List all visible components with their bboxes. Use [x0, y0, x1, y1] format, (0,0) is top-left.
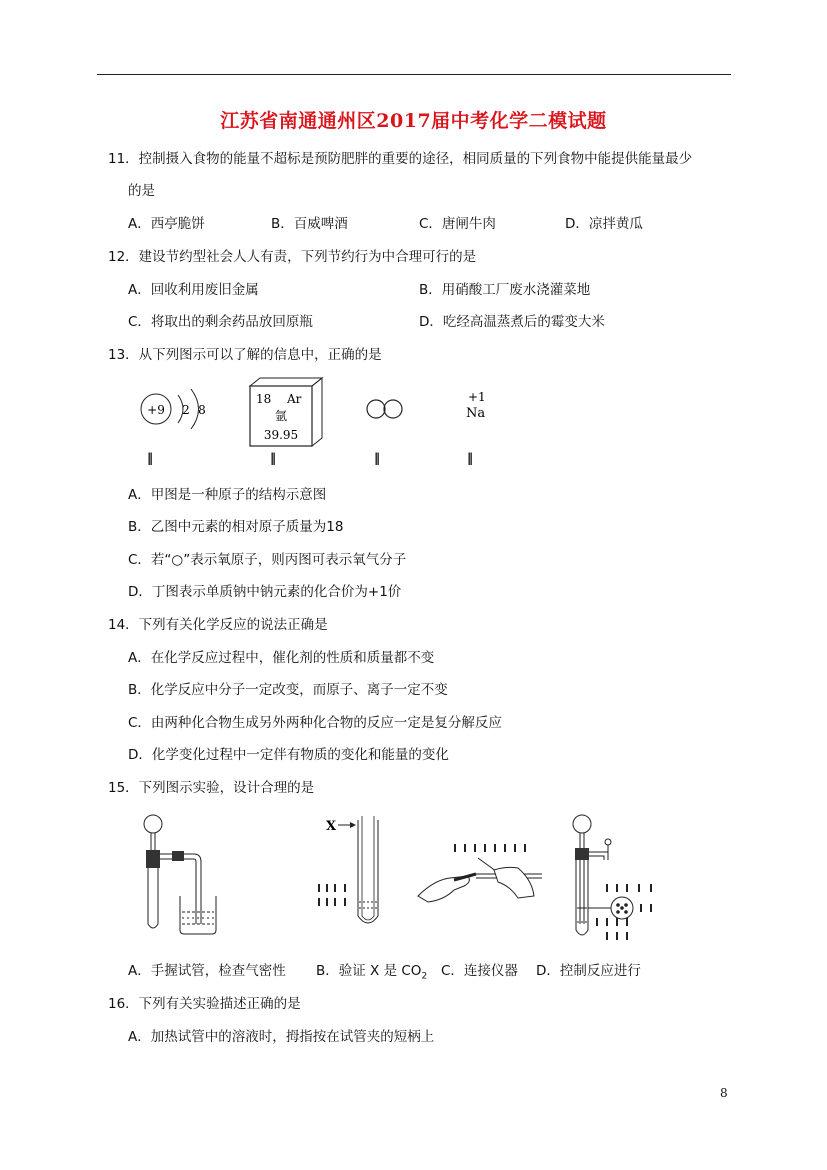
q14-option-c: C．由两种化合物生成另外两种化合物的反应一定是复分解反应: [128, 715, 502, 731]
q11-option-c: C．唐闸牛肉: [419, 216, 496, 232]
q15-option-d: D．控制反应进行: [536, 963, 641, 979]
fig-label-ding: ‖: [467, 451, 473, 465]
q16-option-a: A．加热试管中的溶液时，拇指按在试管夹的短柄上: [128, 1029, 435, 1045]
q13-valence-figure: [460, 384, 500, 424]
q13-periodic-cell-figure: [244, 376, 328, 448]
shell2-electrons: 8: [198, 403, 206, 417]
fig-label-bing: ‖: [374, 451, 380, 465]
q13-option-d: D．丁图表示单质钠中钠元素的化合价为+1价: [128, 584, 402, 600]
q15-stem: 15．下列图示实验，设计合理的是: [108, 780, 315, 796]
q15-figure-c-connect-apparatus: [414, 836, 544, 916]
fig-label-jia: ‖: [147, 451, 153, 465]
q15-option-b-text: B．验证 X 是 CO: [316, 963, 422, 979]
q16-stem: 16．下列有关实验描述正确的是: [108, 996, 301, 1012]
q13-atom-structure-figure: [134, 384, 224, 438]
q11-option-d: D．凉拌黄瓜: [565, 216, 643, 232]
q11-option-b: B．百威啤酒: [271, 216, 348, 232]
q15-figure-a-airtightness: [134, 812, 228, 942]
atomic-number: 18: [256, 392, 272, 406]
q11-stem-line1: 11．控制摄入食物的能量不超标是预防肥胖的重要的途径，相同质量的下列食物中能提供能量最少: [108, 151, 693, 167]
q13-molecule-figure: [362, 396, 408, 422]
shell1-electrons: 2: [182, 403, 190, 417]
q15-option-a: A．手握试管，检查气密性: [128, 963, 286, 979]
q13-stem: 13．从下列图示可以了解的信息中，正确的是: [108, 347, 382, 363]
q12-option-a: A．回收利用废旧金属: [128, 282, 259, 298]
q14-stem: 14．下列有关化学反应的说法正确是: [108, 617, 328, 633]
q15-figure-b-verify-co2: [314, 812, 394, 942]
co2-subscript: 2: [421, 971, 428, 982]
page-title: 江苏省南通通州区2017届中考化学二模试题: [220, 110, 607, 132]
q12-option-d: D．吃经高温蒸煮后的霉变大米: [419, 314, 605, 330]
q14-option-a: A．在化学反应过程中，催化剂的性质和质量都不变: [128, 650, 435, 666]
q13-option-c: C．若“○”表示氧原子，则丙图可表示氧气分子: [128, 552, 407, 568]
nucleus-charge: +9: [147, 403, 165, 417]
sodium-symbol: Na: [466, 406, 486, 421]
q14-option-b: B．化学反应中分子一定改变，而原子、离子一定不变: [128, 682, 448, 698]
page-number: 8: [720, 1086, 728, 1100]
q11-stem-line2: 的是: [128, 183, 155, 199]
atom-circle: [367, 400, 385, 418]
valence-value: +1: [468, 390, 486, 404]
gas-x-label: X: [326, 819, 337, 834]
atomic-mass: 39.95: [263, 428, 299, 442]
q13-option-b: B．乙图中元素的相对原子质量为18: [128, 519, 344, 535]
header-rule: [97, 74, 731, 75]
q12-option-c: C．将取出的剩余药品放回原瓶: [128, 314, 313, 330]
element-name: 氩: [274, 409, 288, 423]
q13-option-a: A．甲图是一种原子的结构示意图: [128, 487, 327, 503]
fig-label-yi: ‖: [270, 451, 276, 465]
q15-option-c: C．连接仪器: [441, 963, 518, 979]
q12-option-b: B．用硝酸工厂废水浇灌菜地: [419, 282, 591, 298]
atom-circle: [384, 400, 402, 418]
element-symbol: Ar: [287, 392, 302, 406]
q14-option-d: D．化学变化过程中一定伴有物质的变化和能量的变化: [128, 747, 449, 763]
q12-stem: 12．建设节约型社会人人有责，下列节约行为中合理可行的是: [108, 249, 477, 265]
q11-option-a: A．西亭脆饼: [128, 216, 205, 232]
q15-option-b: [316, 962, 427, 986]
q15-figure-d-control-reaction: [560, 812, 670, 946]
